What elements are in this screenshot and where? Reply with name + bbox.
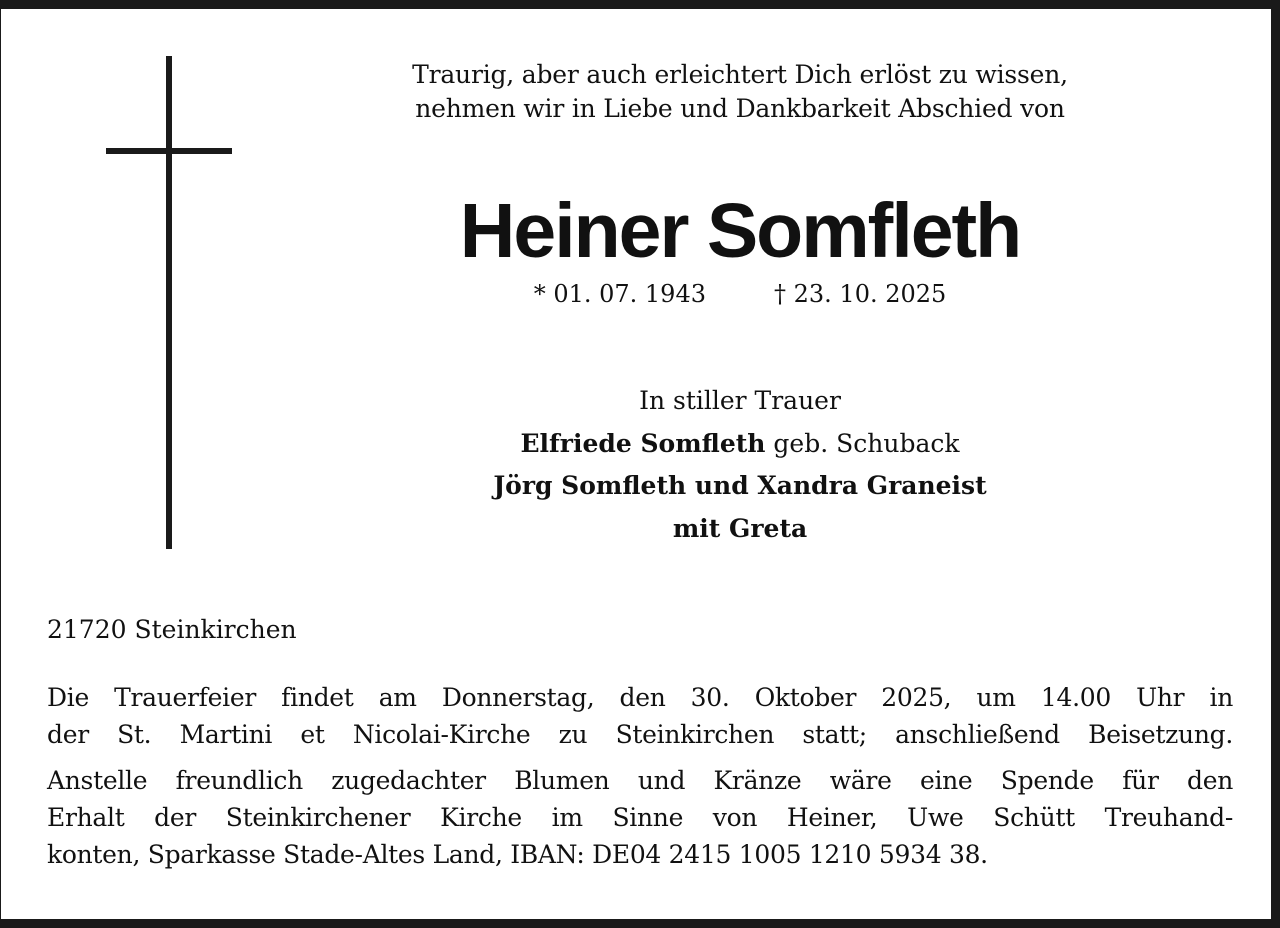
death-date: † 23. 10. 2025	[774, 280, 947, 308]
mourning-heading: In stiller Trauer	[639, 386, 841, 415]
deceased-name: Heiner Somfleth	[459, 188, 1021, 274]
ceremony-paragraph	[47, 679, 1233, 753]
intro-line-1: Traurig, aber auch erleichtert Dich erlöst zu wissen,	[412, 60, 1068, 89]
ceremony-line-1: Die Trauerfeier findet am Donnerstag, den 30. Oktober 2025, um 14.00 Uhr in	[47, 683, 1233, 712]
mourners-block	[300, 380, 1180, 550]
life-dates	[300, 278, 1180, 310]
mourner-line-2: Jörg Somfleth und Xandra Graneist	[493, 471, 987, 500]
ceremony-line-2: der St. Martini et Nicolai-Kirche zu Steinkirchen statt; anschließend Beisetzung.	[47, 720, 1233, 749]
mourner-maiden-name: geb. Schuback	[765, 428, 960, 458]
donation-line-1: Anstelle freundlich zugedachter Blumen und Kränze wäre eine Spende für den	[47, 766, 1233, 795]
cross-icon	[0, 0, 260, 560]
donation-line-2: Erhalt der Steinkirchener Kirche im Sinne von Heiner, Uwe Schütt Treuhand-	[47, 803, 1233, 832]
mourner-line-1	[300, 423, 1180, 466]
intro-text	[300, 58, 1180, 126]
mourner-line-3: mit Greta	[672, 513, 808, 543]
birth-date: * 01. 07. 1943	[533, 280, 706, 308]
location: 21720 Steinkirchen	[47, 615, 297, 644]
donation-paragraph	[47, 762, 1233, 873]
intro-line-2: nehmen wir in Liebe und Dankbarkeit Abschied von	[415, 94, 1065, 123]
donation-line-3: konten, Sparkasse Stade-Altes Land, IBAN: DE04 2415 1005 1210 5934 38.	[47, 840, 988, 869]
mourner-name: Elfriede Somfleth	[520, 428, 766, 458]
